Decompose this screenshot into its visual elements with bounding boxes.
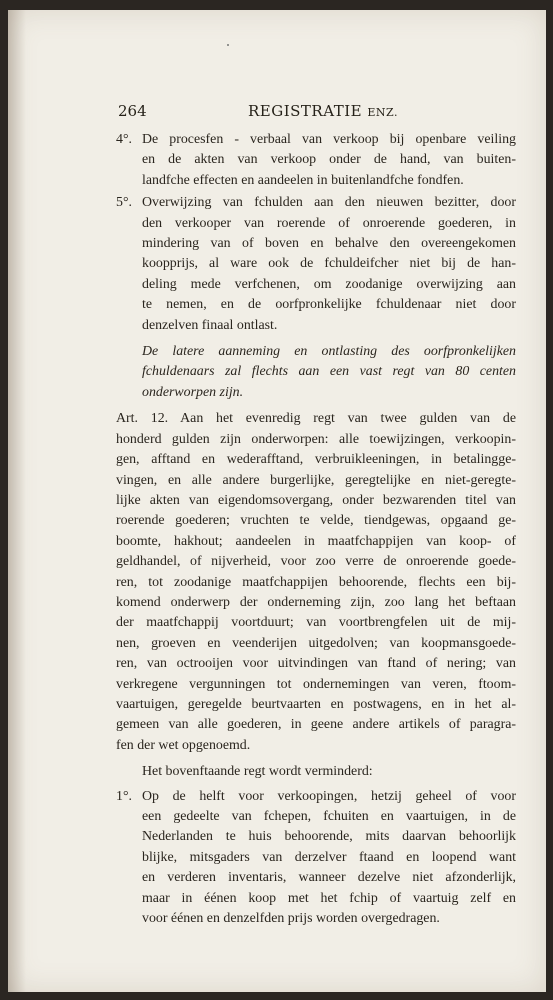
list-item bbox=[116, 193, 516, 336]
text-line: fen der wet opgenoemd. bbox=[116, 737, 251, 753]
text-line: koopprijs, al ware ook de fchuldeifcher niet bij de han- bbox=[142, 256, 516, 272]
text-line: Art. 12. Aan het evenredig regt van twee gulden van de bbox=[116, 411, 516, 427]
text-line: roerende goederen; vruchten te velde, tiendgewas, opgaand ge- bbox=[116, 513, 516, 529]
page-spine-shadow bbox=[8, 10, 26, 992]
text-line: gen, afftand en wederafftand, verbruikleeningen, in betalingge- bbox=[116, 452, 516, 468]
text-line: te nemen, en de oorfpronkelijke fchuldenaar niet door bbox=[142, 297, 516, 313]
text-line: ren, tot zoodanige maatfchappijen behoorende, flechts een bij- bbox=[116, 574, 516, 590]
item-number: 5°. bbox=[116, 195, 132, 211]
text-line: den verkooper van roerende of onroerende goederen, in bbox=[142, 215, 516, 231]
book-page bbox=[8, 10, 546, 992]
text-line: Het bovenftaande regt wordt verminderd: bbox=[142, 764, 373, 780]
text-line: onderworpen zijn. bbox=[142, 384, 244, 400]
text-line: fchuldenaars zal flechts aan een vast regt van 80 centen bbox=[142, 364, 516, 380]
text-line: ren, van octrooijen voor uitvindingen van ftand of nering; van bbox=[116, 656, 516, 672]
text-line: vaartuigen, geregelde beurtvaarten en postwagens, en in het al- bbox=[116, 696, 516, 712]
running-title-small: ENZ. bbox=[367, 106, 399, 119]
text-line: een gedeelte van fchepen, fchuiten en vaartuigen, in de bbox=[142, 809, 516, 824]
text-line: vingen, en alle andere burgerlijke, geregtelijke en niet-geregte- bbox=[116, 472, 516, 488]
text-line: gemeen van alle goederen, in geene andere artikels of paragra- bbox=[116, 717, 516, 733]
page-mark bbox=[227, 44, 229, 46]
text-line: verkregene vergunningen tot ondernemingen van veren, ftoom- bbox=[116, 676, 516, 692]
text-line: boomte, hakhout; aandeelen in maatfchappijen van koop- of bbox=[116, 533, 516, 549]
running-title bbox=[248, 102, 398, 120]
text-line: maar in éénen koop met het fchip of vaartuig zelf en bbox=[142, 890, 516, 906]
text-line: deling mede verfchenen, om zoodanige overwijzing aan bbox=[142, 276, 516, 292]
list-item bbox=[116, 130, 516, 191]
text-line: blijke, mitsgaders van derzelver ftaand en loopend want bbox=[142, 849, 516, 865]
text-line: komend onderwerp der onderneming zijn, zoo lang het beftaan bbox=[116, 594, 516, 610]
item-number: 1°. bbox=[116, 788, 132, 804]
text-line: mindering van of boven en behalve den overeengekomen bbox=[142, 236, 516, 252]
text-line: nen, groeven en veenderijen uitgedolven; van koopmansgoede- bbox=[116, 635, 516, 651]
body-text bbox=[116, 130, 516, 931]
text-line: Nederlanden te huis behoorende, mits daarvan behoorlijk bbox=[142, 829, 516, 845]
text-line: honderd gulden zijn onderworpen: alle toewijzingen, verkoopin- bbox=[116, 431, 516, 447]
running-title-main: REGISTRATIE bbox=[248, 102, 363, 120]
text-line: lijke akten van eigendomsovergang, onder bezwarenden titel van bbox=[116, 492, 516, 508]
text-line: geldhandel, of nijverheid, voor zoo verre de onroerende goede- bbox=[116, 554, 516, 570]
reduction-paragraph bbox=[116, 762, 516, 782]
page-header bbox=[118, 102, 516, 122]
text-line: denzelven finaal ontlast. bbox=[142, 317, 278, 333]
list-item bbox=[116, 787, 516, 930]
text-line: voor éénen en denzelfden prijs worden overgedragen. bbox=[142, 911, 440, 927]
text-line: Overwijzing van fchulden aan den nieuwen bezitter, door bbox=[142, 195, 516, 211]
italic-note bbox=[116, 342, 516, 403]
article-12 bbox=[116, 409, 516, 756]
text-line: en de akten van verkoop onder de hand, van buiten- bbox=[142, 152, 516, 168]
text-line: landfche effecten en aandeelen in buitenlandfche fondfen. bbox=[142, 172, 464, 188]
page-number: 264 bbox=[118, 102, 147, 120]
text-line: De procesfen - verbaal van verkoop bij openbare veiling bbox=[142, 132, 516, 147]
text-line: en verderen inventaris, wanneer dezelve niet afzonderlijk, bbox=[142, 870, 516, 886]
text-line: Op de helft voor verkoopingen, hetzij geheel of voor bbox=[142, 788, 516, 804]
text-line: der maatfchappij voortduurt; van voortbrengfelen uit de mij- bbox=[116, 615, 516, 631]
item-number: 4°. bbox=[116, 132, 132, 147]
text-line: De latere aanneming en ontlasting des oorfpronkelijken bbox=[142, 344, 516, 360]
